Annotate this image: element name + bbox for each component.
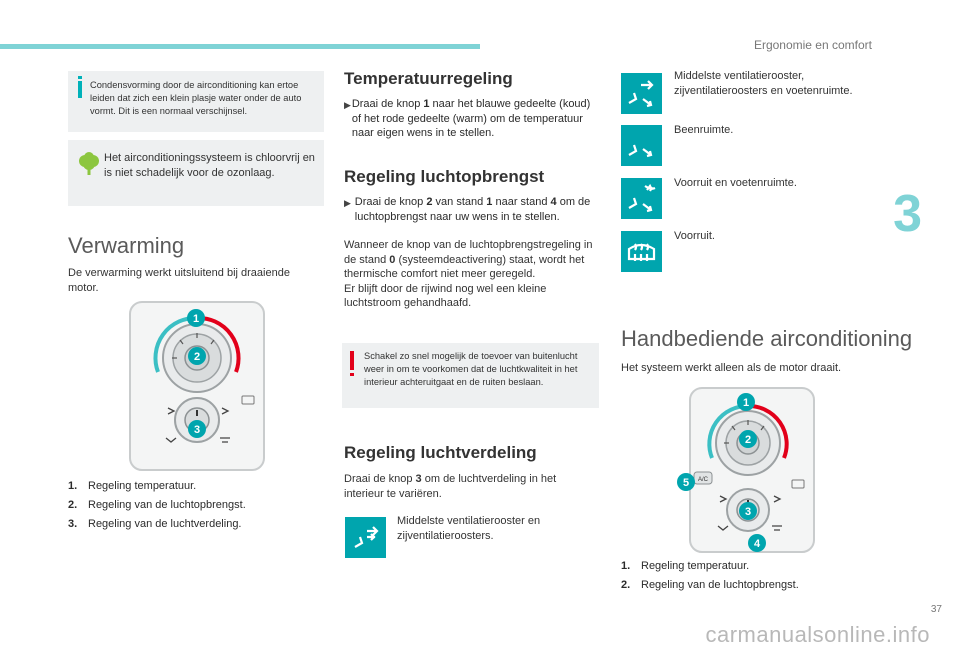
temperatuur-instruction: ▶ Draai de knop 1 naar het blauwe gedeelte (koud) of het rode gedeelte (warm) om de temperatuur naar eigen wens in te stellen. [344, 98, 591, 139]
heading-airco: Handbediende airconditioning [621, 326, 913, 351]
airco-legend [621, 559, 871, 597]
mode-label: Voorruit. [674, 230, 715, 242]
heading-luchtopbrengst: Regeling luchtopbrengst [344, 167, 545, 186]
luchtverdeling-text: Draai de knop 3 om de luchtverdeling in het interieur te variëren. [344, 473, 557, 500]
luchtopbrengst-text: Wanneer de knop van de luchtopbrengstregeling in de stand 0 (systeemdeactivering) staat, wordt het thermische comfort niet meer geregeld. Er blijft door de rijwind nog wel een kleine luchtstroom gehandhaafd. [344, 239, 593, 309]
svg-text:1: 1 [742, 397, 750, 409]
section-title: Ergonomie en comfort [753, 38, 872, 52]
svg-text:4: 4 [753, 538, 761, 550]
info-box-condensation [68, 71, 324, 132]
demist-windscreen-icon [621, 231, 662, 272]
list-item: 1. Regeling temperatuur. [68, 480, 197, 492]
face-feet-vent-icon [621, 73, 662, 114]
airco-text: Het systeem werkt alleen als de motor draait. [621, 362, 842, 374]
watermark: carmanualsonline.info [705, 622, 930, 647]
windscreen-feet-icon [621, 178, 662, 219]
info-text: Het airconditioningssysteem is chloorvrij en is niet schadelijk voor de ozonlaag. [104, 152, 315, 179]
chapter-number: 3 [893, 185, 922, 243]
svg-text:2: 2 [744, 434, 752, 446]
list-item: 2. Regeling van de luchtopbrengst. [621, 579, 799, 591]
svg-text:2: 2 [193, 351, 201, 363]
list-item: 3. Regeling van de luchtverdeling. [68, 518, 242, 530]
info-box-eco [68, 140, 324, 206]
airco-panel-illustration [676, 386, 816, 556]
list-item: 2. Regeling van de luchtopbrengst. [68, 499, 246, 511]
mode-label: Beenruimte. [674, 124, 734, 136]
warning-icon [350, 351, 354, 370]
header-accent-bar [0, 44, 480, 49]
mode-label: Middelste ventilatierooster, zijventilatieroosters en voetenruimte. [674, 70, 853, 97]
bullet-icon: ▶ [344, 198, 351, 208]
list-item: 1. Regeling temperatuur. [621, 560, 750, 572]
tree-icon [78, 152, 100, 176]
svg-text:1: 1 [192, 313, 200, 325]
svg-text:5: 5 [682, 477, 690, 489]
warning-text: Schakel zo snel mogelijk de toevoer van buitenlucht weer in om te voorkomen dat de luchtkwaliteit in het interieur achteruitgaat en de ruiten beslaan. [364, 351, 578, 387]
heater-panel-illustration [128, 300, 266, 472]
heading-temperatuur: Temperatuurregeling [344, 69, 513, 88]
mode-label: Middelste ventilatierooster en zijventilatieroosters. [397, 515, 541, 542]
luchtopbrengst-instruction: ▶ Draai de knop 2 van stand 1 naar stand 4 om de luchtopbrengst naar uw wens in te stellen. [344, 196, 591, 223]
page-number: 37 [930, 604, 942, 615]
info-icon [78, 81, 82, 98]
svg-text:3: 3 [193, 424, 201, 436]
ac-button-label: A/C [697, 477, 709, 483]
mode-label: Voorruit en voetenruimte. [674, 177, 797, 189]
warning-box [342, 343, 599, 408]
heading-verwarming: Verwarming [68, 233, 185, 258]
face-vent-icon [345, 517, 386, 558]
bullet-icon: ▶ [344, 100, 351, 110]
verwarming-legend [68, 479, 318, 536]
feet-vent-icon [621, 125, 662, 166]
svg-text:3: 3 [744, 506, 752, 518]
verwarming-text: De verwarming werkt uitsluitend bij draaiende motor. [68, 267, 290, 294]
heading-luchtverdeling: Regeling luchtverdeling [344, 443, 537, 462]
info-text: Condensvorming door de airconditioning kan ertoe leiden dat zich een klein plasje water onder de auto vormt. Dit is een normaal verschijnsel. [90, 80, 302, 116]
